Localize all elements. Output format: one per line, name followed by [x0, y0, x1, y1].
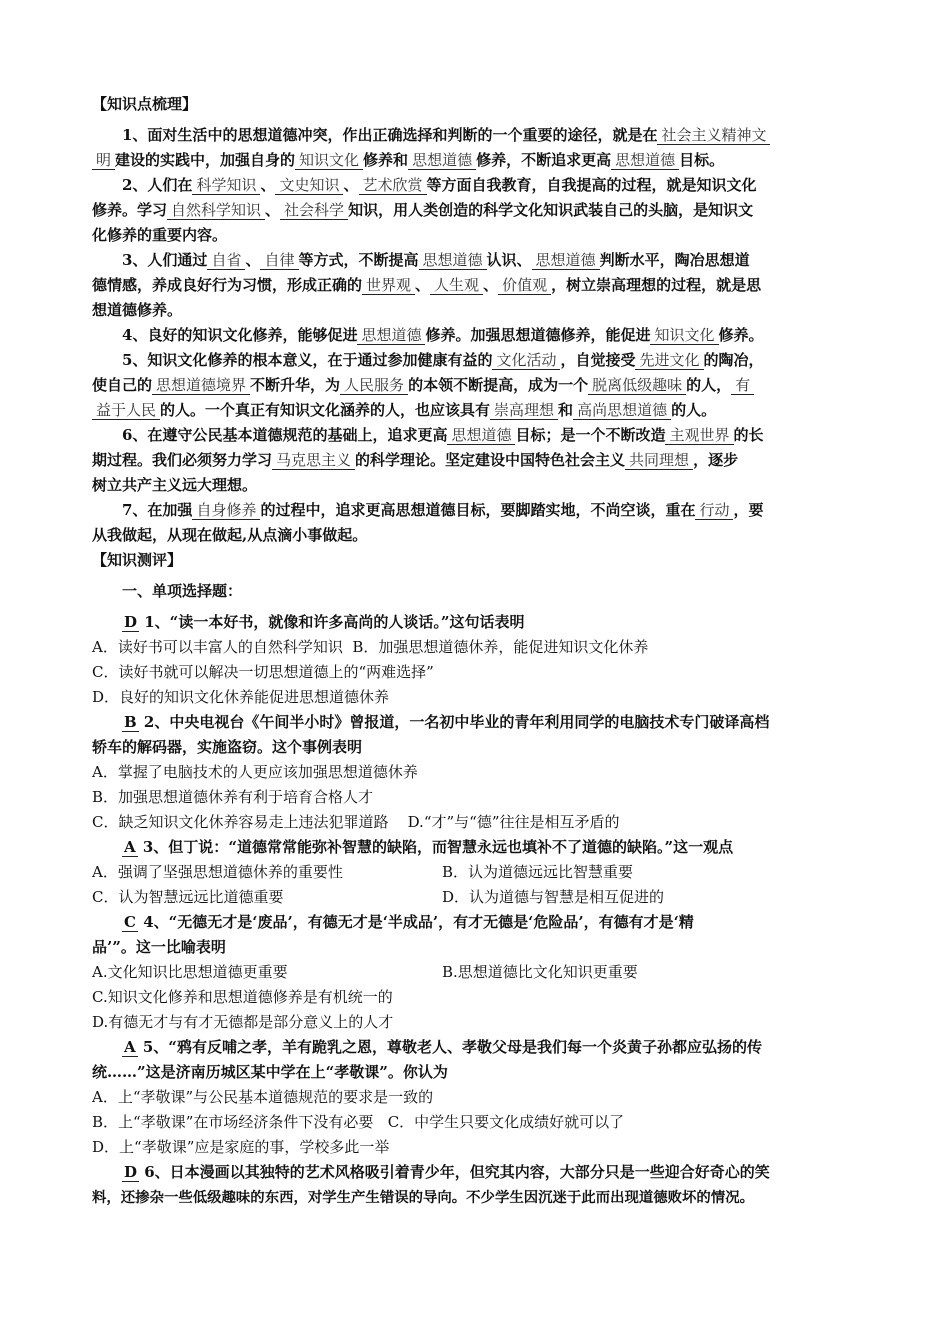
question-2-stem-cont: 轿车的解码器，实施盗窃。这个事例表明	[92, 738, 363, 756]
paragraph-1-line-1: 1、面对生活中的思想道德冲突，作出正确选择和判断的一个重要的途径，就是在 社会主义精神文	[92, 123, 870, 148]
option-b: B．上“孝敬课”在市场经济条件下没有必要	[92, 1113, 374, 1131]
paragraph-5-line-3: 益于人民 的人。一个真正有知识文化涵养的人，也应该具有 崇高理想 和 高尚思想道德 的人。	[92, 398, 870, 423]
option-a: A．读好书可以丰富人的自然科学知识	[92, 638, 343, 656]
option-b: B．认为道德远远比智慧重要	[442, 863, 634, 881]
blank-answer: 行动	[695, 501, 733, 520]
blank-answer: 艺术欣赏	[359, 176, 427, 195]
question-5-stem: A 5、“鸦有反哺之孝，羊有跪乳之恩，尊敬老人、孝敬父母是我们每一个炎黄子孙都应弘扬的传	[124, 1038, 762, 1056]
answer-key: C	[124, 913, 136, 931]
option-c: C．中学生只要文化成绩好就可以了	[387, 1113, 625, 1131]
question-2-options-cd	[92, 810, 870, 835]
blank-answer: 自律	[260, 251, 298, 270]
answer-key: D	[124, 1163, 138, 1181]
question-2-stem: B 2、中央电视台《午间半小时》曾报道，一名初中毕业的青年利用同学的电脑技术专门破译高档	[124, 713, 770, 731]
blank-answer: 思想道德	[419, 251, 487, 270]
paragraph-2-line-3: 化修养的重要内容。	[92, 226, 228, 244]
blank-answer: 高尚思想道德	[573, 401, 671, 420]
blank-answer: 思想道德境界	[152, 376, 250, 395]
question-6-stem-cont: 料，还掺杂一些低级趣味的东西，对学生产生错误的导向。不少学生因沉迷于此而出现道德败坏的情况。	[92, 1189, 754, 1206]
blank-answer: 自然科学知识	[167, 201, 265, 220]
option-d: D.“才”与“德”往往是相互矛盾的	[407, 813, 620, 831]
answer-key: A	[124, 838, 136, 856]
option-b: B．加强思想道德休养有利于培育合格人才	[92, 788, 374, 806]
question-4-stem-cont: 品’”。这一比喻表明	[92, 938, 226, 956]
option-a: A．掌握了电脑技术的人更应该加强思想道德休养	[92, 763, 418, 781]
paragraph-6-line-1: 6、在遵守公民基本道德规范的基础上，追求更高 思想道德 目标；是一个不断改造 主观世界 的长	[122, 426, 764, 444]
option-d: D．认为道德与智慧是相互促进的	[442, 888, 665, 906]
section-title-knowledge-review: 【知识点梳理】	[92, 95, 198, 113]
blank-answer: 自省	[207, 251, 245, 270]
option-d: D．良好的知识文化休养能促进思想道德休养	[92, 688, 390, 706]
blank-answer: 马克思主义	[272, 451, 355, 470]
option-d: D．上“孝敬课”应是家庭的事，学校多此一举	[92, 1138, 390, 1156]
blank-answer: 文史知识	[275, 176, 343, 195]
answer-key: A	[124, 1038, 136, 1056]
option-a: A.文化知识比思想道德更重要	[92, 963, 288, 981]
blank-answer: 自身修养	[192, 501, 260, 520]
blank-answer: 价值观	[498, 276, 551, 295]
paragraph-5-line-1: 5、知识文化修养的根本意义，在于通过参加健康有益的 文化活动 ，自觉接受 先进文化 的陶冶，	[122, 351, 764, 369]
blank-answer: 人生观	[430, 276, 483, 295]
blank-answer: 主观世界	[665, 426, 733, 445]
blank-answer: 共同理想	[625, 451, 693, 470]
option-b: B．加强思想道德休养，能促进知识文化休养	[352, 638, 649, 656]
paragraph-5-line-2: 使自己的 思想道德境界 不断升华，为 人民服务 的本领不断提高，成为一个 脱离低级趣味 的人， 有	[92, 373, 870, 398]
question-1-options-ab	[92, 635, 870, 660]
blank-answer: 崇高理想	[490, 401, 558, 420]
paragraph-2-line-1: 2、人们在 科学知识 、 文史知识 、 艺术欣赏 等方面自我教育，自我提高的过程，就是知识文化	[122, 176, 757, 194]
option-c: C.知识文化修养和思想道德修养是有机统一的	[92, 988, 393, 1006]
blank-answer: 思想道德	[611, 151, 679, 170]
question-3-options-cd	[92, 885, 870, 910]
blank-answer: 思想道德	[532, 251, 600, 270]
blank-answer: 社会主义精神文	[657, 126, 770, 145]
answer-key: B	[124, 713, 137, 731]
blank-answer: 知识文化	[650, 326, 718, 345]
paragraph-7-line-2: 从我做起，从现在做起,从点滴小事做起。	[92, 526, 368, 544]
option-a: A．强调了坚强思想道德休养的重要性	[92, 863, 343, 881]
question-6-stem: D 6、日本漫画以其独特的艺术风格吸引着青少年，但究其内容，大部分只是一些迎合好奇心的笑	[124, 1163, 770, 1181]
part-title-single-choice: 一、单项选择题：	[122, 582, 243, 600]
paragraph-1-line-2: 明 建设的实践中，加强自身的 知识文化 修养和 思想道德 修养，不断追求更高 思想道德 目标。	[92, 148, 870, 173]
blank-answer: 科学知识	[192, 176, 260, 195]
blank-answer: 脱离低级趣味	[588, 376, 686, 395]
blank-answer: 文化活动	[492, 351, 560, 370]
answer-key: D	[124, 613, 138, 631]
blank-answer: 有	[731, 376, 754, 395]
paragraph-3-line-2: 德情感，养成良好行为习惯，形成正确的 世界观 、 人生观 、 价值观 ，树立崇高理想的过程，就是思	[92, 276, 762, 294]
paragraph-6-line-3: 树立共产主义远大理想。	[92, 476, 258, 494]
question-5-stem-cont: 统……”这是济南历城区某中学在上“孝敬课”。你认为	[92, 1063, 448, 1081]
document-page	[92, 92, 870, 1210]
blank-answer: 人民服务	[340, 376, 408, 395]
blank-answer: 社会科学	[280, 201, 348, 220]
blank-answer: 明	[92, 151, 115, 170]
paragraph-2-line-2: 修养。学习 自然科学知识 、 社会科学 知识，用人类创造的科学文化知识武装自己的头脑，是知识文	[92, 201, 754, 219]
question-5-options-bc	[92, 1110, 870, 1135]
question-1-stem: D 1、“读一本好书，就像和许多高尚的人谈话。”这句话表明	[124, 613, 525, 631]
option-b: B.思想道德比文化知识更重要	[442, 963, 638, 981]
question-4-stem: C 4、“无德无才是‘废品’，有德无才是‘半成品’，有才无德是‘危险品’，有德有才是‘精	[124, 913, 694, 931]
question-3-options-ab	[92, 860, 870, 885]
paragraph-3-line-3: 想道德修养。	[92, 301, 183, 319]
paragraph-6-line-2: 期过程。我们必须努力学习 马克思主义 的科学理论。坚定建设中国特色社会主义 共同理想 ，逐步	[92, 451, 739, 469]
option-c: C．读好书就可以解决一切思想道德上的“两难选择”	[92, 663, 434, 681]
section-title-knowledge-test: 【知识测评】	[92, 551, 183, 569]
blank-answer: 思想道德	[408, 151, 476, 170]
paragraph-4-line-1: 4、良好的知识文化修养，能够促进 思想道德 修养。加强思想道德修养，能促进 知识文化 修养。	[122, 326, 764, 344]
blank-answer: 思想道德	[447, 426, 515, 445]
question-3-stem: A 3、但丁说：“道德常常能弥补智慧的缺陷，而智慧永远也填补不了道德的缺陷。”这一观点	[124, 838, 734, 856]
blank-answer: 世界观	[362, 276, 415, 295]
blank-answer: 益于人民	[92, 401, 160, 420]
blank-answer: 先进文化	[635, 351, 703, 370]
option-c: C．缺乏知识文化休养容易走上违法犯罪道路	[92, 813, 389, 831]
blank-answer: 知识文化	[295, 151, 363, 170]
blank-answer: 思想道德	[357, 326, 425, 345]
question-4-options-ab	[92, 960, 870, 985]
option-a: A．上“孝敬课”与公民基本道德规范的要求是一致的	[92, 1088, 434, 1106]
option-c: C．认为智慧远远比道德重要	[92, 888, 284, 906]
paragraph-7-line-1: 7、在加强 自身修养 的过程中，追求更高思想道德目标，要脚踏实地，不尚空谈，重在 行动 ，要	[122, 501, 764, 519]
option-d: D.有德无才与有才无德都是部分意义上的人才	[92, 1013, 394, 1031]
paragraph-3-line-1: 3、人们通过 自省 、 自律 等方式，不断提高 思想道德 认识、 思想道德 判断水平，陶冶思想道	[122, 251, 750, 269]
